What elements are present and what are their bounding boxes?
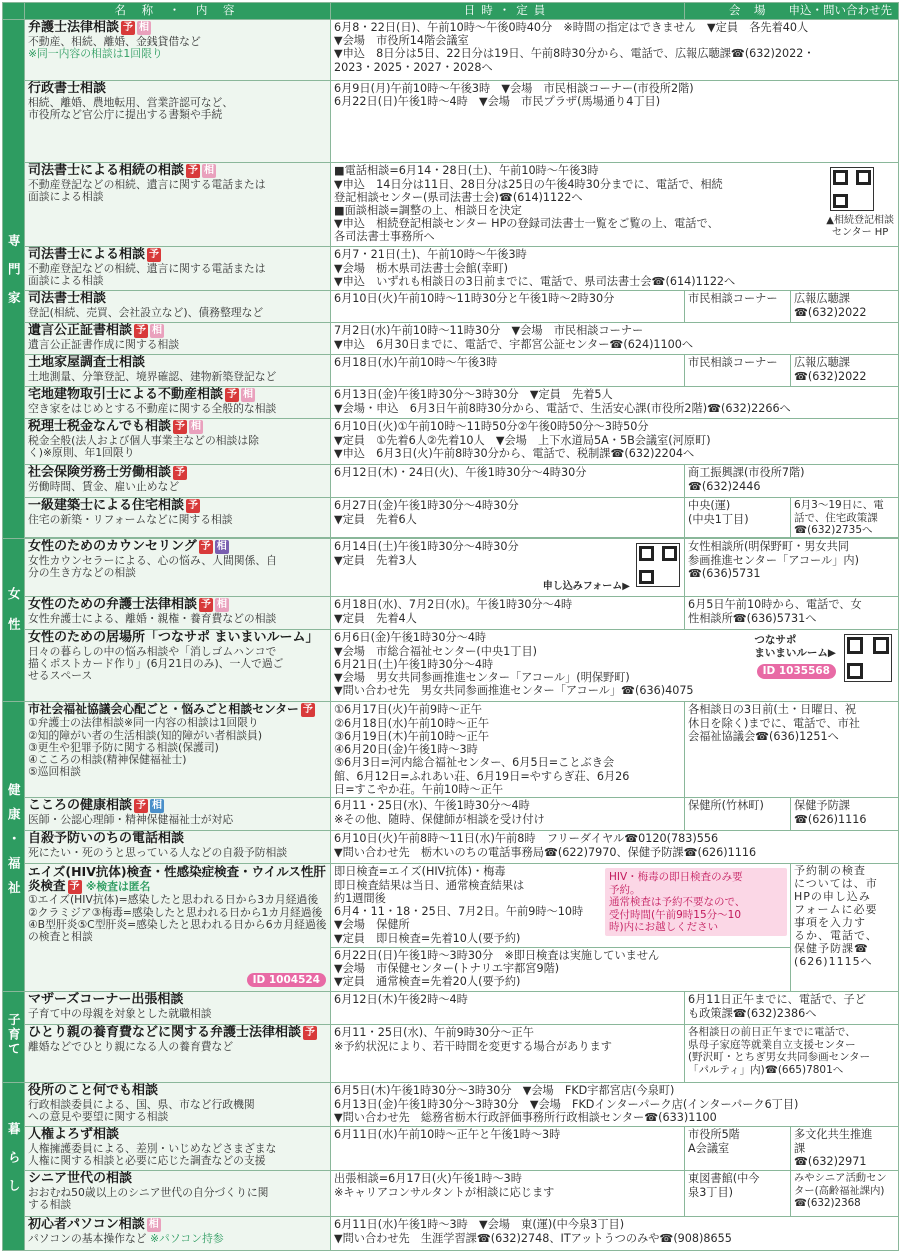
item-name: 女性のための居場所「つなサポ まいまいルーム」 日々の暮らしの中の悩み相談や「消しゴムハンコで 描くポストカード作り」(6月21日のみ)、一人で過ご せるスペース: [25, 630, 331, 702]
item-details: 6月10日(火)①午前10時～11時50分②午後0時50分～3時50分 ▼定員 ①先着6人②先着10人 ▼会場 上下水道局5A・5B会議室(河原町) ▼申込 6月3日(火)午前8時30分から、電話で、税制課☎(632)2204へ: [331, 419, 899, 465]
table-row: [3, 630, 899, 702]
item-name: 司法書士相談 登記(相続、売買、会社設立など)、債務整理など: [25, 291, 331, 323]
item-name: 自殺予防いのちの電話相談 死にたい・死のうと思っている人などの自殺予防相談: [25, 831, 331, 864]
item-name: 行政書士相談 相続、離婚、農地転用、営業許認可など、 市役所など官公庁に提出する書類や手続: [25, 81, 331, 163]
item-name: 遺言公正証書相談 予 相 遺言公正証書作成に関する相談: [25, 323, 331, 355]
item-datetime: ①6月17日(火)午前9時～正午 ②6月18日(水)午前10時～正午 ③6月19日(木)午前10時～正午 ④6月20日(金)午後1時～3時 ⑤6月3日=河内総合福祉センター、6月5日=ことぶき会 館、6月12日=ふれあい荘、6月19日=やすらぎ荘、6月26 日=すこやか荘。午前10時～正午: [331, 702, 685, 798]
table-row: [3, 20, 899, 81]
item-datetime: 6月10日(火)午前10時～11時30分と午後1時～2時30分: [331, 291, 685, 323]
table-row: [3, 163, 899, 247]
item-details: 6月5日(木)午後1時30分～3時30分 ▼会場 FKD宇都宮店(今泉町) 6月13日(金)午後1時30分～3時30分 ▼会場 FKDインターパーク店(インターパーク6丁目) ▼問い合わせ先 総務省栃木行政評価事務所行政相談センター☎(633)1100: [331, 1083, 899, 1127]
item-datetime: 6月18日(水)、7月2日(水)。午後1時30分～4時 ▼定員 先着4人: [331, 597, 685, 630]
item-datetime: 6月12日(木)午後2時～4時: [331, 992, 685, 1025]
table-row: [3, 864, 899, 992]
table-row: [3, 419, 899, 465]
table-row: [3, 465, 899, 498]
table-row: [3, 355, 899, 387]
item-name: 一級建築士による住宅相談 予 住宅の新築・リフォームなどに関する相談: [25, 498, 331, 538]
item-datetime: 6月11・25日(水)、午前9時30分～正午 ※予約状況により、若干時間を変更する場合があります: [331, 1025, 685, 1083]
item-details: 6月7・21日(土)、午前10時～午後3時 ▼会場 栃木県司法書士会館(幸町) ▼申込 いずれも相談日の3日前までに、電話で、県司法書士会☎(614)1122へ: [331, 247, 899, 291]
table-row: [3, 498, 899, 538]
table-row: [3, 81, 899, 163]
header-category: [3, 3, 25, 20]
item-name: 社会保険労務士労働相談 予 労働時間、賃金、雇い止めなど: [25, 465, 331, 498]
item-datetime: 6月18日(水)午前10時～午後3時: [331, 355, 685, 387]
item-contact: 広報広聴課 ☎(632)2022: [791, 291, 899, 323]
table-row: [3, 702, 899, 798]
item-contact: みやシニア活動セン ター(高齢福祉課内) ☎(632)2368: [791, 1171, 899, 1217]
item-venue: 中央(運) (中央1丁目): [685, 498, 791, 538]
header-venue-contact: 会 場 申込・問い合わせ先: [685, 3, 899, 20]
item-name: 女性のための弁護士法律相談 予 相 女性弁護士による、離婚・親権・養育費などの相談: [25, 597, 331, 630]
table-row: [3, 323, 899, 355]
table-row: [3, 387, 899, 419]
item-name: 司法書士による相続の相談 予 相 不動産登記などの相続、遺言に関する電話または 面談による相談: [25, 163, 331, 247]
item-datetime: 6月12日(木)・24日(火)、午後1時30分～4時30分: [331, 465, 685, 498]
item-venue: 女性相談所(明保野町・男女共同 参画推進センター「アコール」内) ☎(636)5731: [685, 539, 899, 597]
table-row: [3, 597, 899, 630]
application-form-link[interactable]: 申し込みフォーム▶: [542, 580, 630, 592]
item-contact: 6月3～19日に、電 話で、住宅政策課 ☎(632)2735へ: [791, 498, 899, 538]
table-row: [3, 831, 899, 864]
item-name: 土地家屋調査士相談 土地測量、分筆登記、境界確認、建物新築登記など: [25, 355, 331, 387]
item-name: 女性のためのカウンセリング 予 相 女性カウンセラーによる、心の悩み、人間関係、自 分の生き方などの相談: [25, 539, 331, 597]
qr-code-icon[interactable]: [636, 543, 680, 587]
qr-caption: つなサポ まいまいルーム▶: [754, 634, 836, 659]
item-details: 7月2日(水)午前10時～11時30分 ▼会場 市民相談コーナー ▼申込 6月30日までに、電話で、宇都宮公証センター☎(624)1100へ: [331, 323, 899, 355]
item-venue: 商工振興課(市役所7階) ☎(632)2446: [685, 465, 899, 498]
table-row: [3, 1127, 899, 1171]
item-datetime: 出張相談=6月17日(火)午後1時～3時 ※キャリアコンサルタントが相談に応じます: [331, 1171, 685, 1217]
item-name: 宅地建物取引士による不動産相談 予 相 空き家をはじめとする不動産に関する全般的な相談: [25, 387, 331, 419]
item-details: 6月6日(金)午後1時30分～4時 ▼会場 市総合福祉センター(中央1丁目) 6月21日(土)午後1時30分～4時 ▼会場 男女共同参画推進センター「アコール」(明保野町) ▼問い合わせ先 男女共同参画推進センター「アコール」☎(636)4075 つなサポ まいまいルーム▶ ID 1035568: [331, 630, 899, 702]
item-details: 6月13日(金)午後1時30分～3時30分 ▼定員 先着5人 ▼会場・申込 6月3日午前8時30分から、電話で、生活安心課(市役所2階)☎(632)2266へ: [331, 387, 899, 419]
category-kenko: 健康・福祉: [3, 702, 25, 992]
category-kurashi: 暮らし: [3, 1083, 25, 1251]
item-details: 6月8・22日(日)、午前10時～午後0時40分 ※時間の指定はできません ▼定員 各先着40人 ▼会場 市役所14階会議室 ▼申込 8日分は5日、22日分は19日、午前8時30分から、電話で、広報広聴課☎(632)2022・ 2023・2025・2027・2028へ: [331, 20, 899, 81]
table-row: [3, 1025, 899, 1083]
item-contact: 保健予防課 ☎(626)1116: [791, 798, 899, 831]
item-venue: 市役所5階 A会議室: [685, 1127, 791, 1171]
item-name: 弁護士法律相談 予 相 不動産、相続、離婚、金銭貸借など ※同一内容の相談は1回限り: [25, 20, 331, 81]
table-row: [3, 539, 899, 597]
item-datetime: 6月11・25日(水)、午後1時30分～4時 ※その他、随時、保健師が相談を受け付け: [331, 798, 685, 831]
qr-code-icon[interactable]: [844, 634, 892, 682]
page-id-badge: ID 1035568: [757, 664, 836, 678]
same-day-test-notice: HIV・梅毒の即日検査のみ要 予約。 通常検査は予約不要なので、 受付時間(午前9時15分～10 時)内にお越しください: [605, 868, 787, 936]
item-datetime: 6月11日(水)午前10時～正午と午後1時～3時: [331, 1127, 685, 1171]
consultation-table: [2, 2, 898, 1251]
category-josei: 女性: [3, 539, 25, 702]
item-contact: 6月11日正午までに、電話で、子ど も政策課☎(632)2386へ: [685, 992, 899, 1025]
item-contact: 広報広聴課 ☎(632)2022: [791, 355, 899, 387]
item-name: こころの健康相談 予 相 医師・公認心理師・精神保健福祉士が対応: [25, 798, 331, 831]
table-row: [3, 992, 899, 1025]
item-details: 6月10日(火)午前8時～11日(水)午前8時 フリーダイヤル☎0120(783)556 ▼問い合わせ先 栃木いのちの電話事務局☎(622)7970、保健予防課☎(626)1116: [331, 831, 899, 864]
item-name: 司法書士による相談 予 不動産登記などの相続、遺言に関する電話または 面談による相談: [25, 247, 331, 291]
item-datetime: 6月14日(土)午後1時30分～4時30分 ▼定員 先着3人 申し込みフォーム▶: [331, 539, 685, 597]
item-details: ■電話相談=6月14・28日(土)、午前10時～午後3時 ▼申込 14日分は11日、28日分は25日の午後4時30分までに、電話で、相続 登記相談センター(県司法書士会)☎(614)1122へ ■面談相談=調整の上、相談日を決定 ▼申込 相続登記相談センター HPの登録司法書士一覧をご覧の上、電話で、 各司法書士事務所へ ▲相続登記相談 センター HP: [331, 163, 899, 247]
item-name: エイズ(HIV抗体)検査・性感染症検査・ウイルス性肝炎検査 予 ※検査は匿名 ①エイズ(HIV抗体)=感染したと思われる日から3カ月経過後 ②クラミジア③梅毒=感染したと思われる日から1カ月経過後 ④B型肝炎⑤C型肝炎=感染したと思われる日から6カ月経過後の検査と相談 ID 1004524: [25, 864, 331, 992]
category-kosodate: 子育て: [3, 992, 25, 1083]
qr-caption: ▲相続登記相談 センター HP: [826, 215, 894, 239]
page-id-badge: ID 1004524: [247, 973, 326, 987]
item-details: 即日検査=エイズ(HIV抗体)・梅毒 即日検査結果は当日、通常検査結果は 約1週間後 6月4・11・18・25日、7月2日。午前9時～10時 ▼会場 保健所 ▼定員 即日検査=先着10人(要予約) 6月22日(日)午後1時～3時30分 ※即日検査は実施していません ▼会場 市保健センター(トナリエ宇都宮9階) ▼定員 通常検査=先着20人(要予約) HIV・梅毒の即日検査のみ要 予約。 通常検査は予約不要なので、 受付時間(午前9時15分～10 時)内にお越しください: [331, 864, 791, 992]
item-contact: 予約制の検査 については、市 HPの申し込み フォームに必要 事項を入力す るか、電話で、 保健予防課☎ (626)1115へ: [791, 864, 899, 992]
category-senmonka: 専門家: [3, 20, 25, 539]
item-contact: 各相談日の前日正午までに電話で、 県母子家庭等就業自立支援センター (野沢町・とちぎ男女共同参画センター 「パルティ」内)☎(665)7801へ: [685, 1025, 899, 1083]
header-date: 日時・定員: [331, 3, 685, 20]
item-venue: 市民相談コーナー: [685, 355, 791, 387]
item-venue: 東図書館(中今 泉3丁目): [685, 1171, 791, 1217]
header-name: 名 称 ・ 内 容: [25, 3, 331, 20]
item-name: 人権よろず相談 人権擁護委員による、差別・いじめなどさまざまな 人権に関する相談と必要に応じた調査などの支援: [25, 1127, 331, 1171]
item-contact: 多文化共生推進 課 ☎(632)2971: [791, 1127, 899, 1171]
table-row: [3, 247, 899, 291]
item-name: 市社会福祉協議会心配ごと・悩みごと相談センター 予 ①弁護士の法律相談※同一内容の相談は1回限り ②知的障がい者の生活相談(知的障がい者相談員) ③更生や犯罪予防に関する相談(保護司) ④こころの相談(精神保健福祉士) ⑤巡回相談: [25, 702, 331, 798]
item-name: 税理士税金なんでも相談 予 相 税金全般(法人および個人事業主などの相談は除 く)※原則、年1回限り: [25, 419, 331, 465]
item-details: 6月11日(水)午後1時～3時 ▼会場 東(運)(中今泉3丁目) ▼問い合わせ先 生涯学習課☎(632)2748、ITアットうつのみや☎(908)8655: [331, 1217, 899, 1251]
qr-code-icon[interactable]: [830, 167, 874, 211]
item-contact: 各相談日の3日前(土・日曜日、祝 休日を除く)までに、電話で、市社 会福祉協議会☎(636)1251へ: [685, 702, 899, 798]
item-name: 初心者パソコン相談 相 パソコンの基本操作など ※パソコン持参: [25, 1217, 331, 1251]
table-row: [3, 1083, 899, 1127]
table-row: [3, 1217, 899, 1251]
item-name: 役所のこと何でも相談 行政相談委員による、国、県、市など行政機関 への意見や要望に関する相談: [25, 1083, 331, 1127]
table-row: [3, 1171, 899, 1217]
item-datetime: 6月27日(金)午後1時30分～4時30分 ▼定員 先着6人: [331, 498, 685, 538]
item-details: 6月9日(月)午前10時～午後3時 ▼会場 市民相談コーナー(市役所2階) 6月22日(日)午後1時～4時 ▼会場 市民プラザ(馬場通り4丁目): [331, 81, 899, 163]
table-header: [3, 3, 899, 20]
item-name: シニア世代の相談 おおむね50歳以上のシニア世代の自分づくりに関 する相談: [25, 1171, 331, 1217]
table-row: [3, 798, 899, 831]
item-name: マザーズコーナー出張相談 子育て中の母親を対象とした就職相談: [25, 992, 331, 1025]
table-row: [3, 291, 899, 323]
item-venue: 保健所(竹林町): [685, 798, 791, 831]
item-name: ひとり親の養育費などに関する弁護士法律相談 予 離婚などでひとり親になる人の養育費など: [25, 1025, 331, 1083]
item-venue: 市民相談コーナー: [685, 291, 791, 323]
item-contact: 6月5日午前10時から、電話で、女 性相談所☎(636)5731へ: [685, 597, 899, 630]
